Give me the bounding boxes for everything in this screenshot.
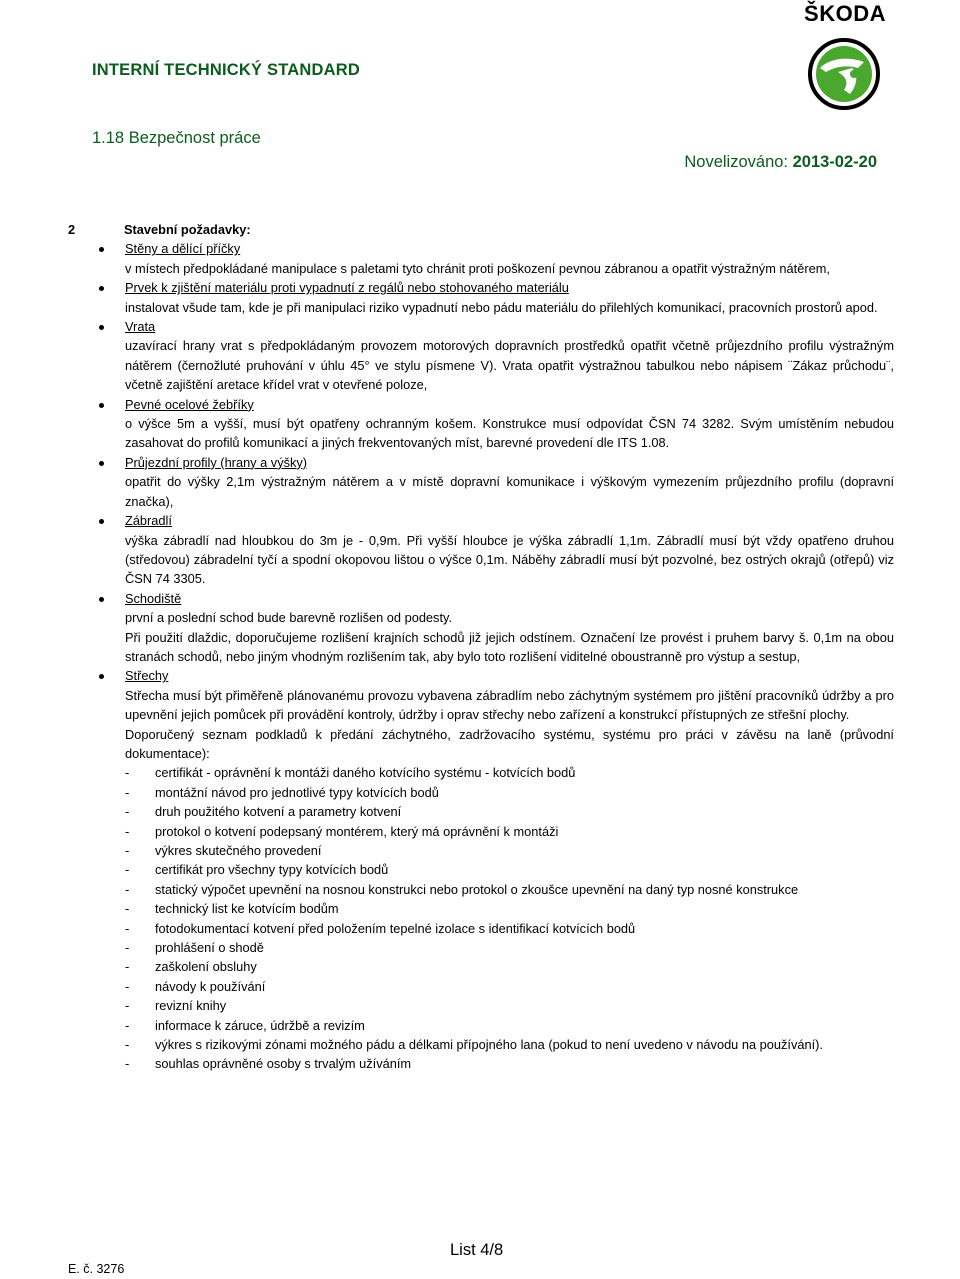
item-text: Střecha musí být přiměřeně plánovanému provozu vybavena zábradlím nebo záchytným systémem pro jištění pracovníků údržby a pro upevnění jejich pomůcek při provádění kontroly, údržby i oprav střechy nebo zařízení a konstrukcí přístupných ze střešní plochy.: [125, 687, 894, 723]
dash-item-text: výkres s rizikovými zónami možného pádu a délkami přípojného lana (pokud to není uvedeno v návodu na používání).: [155, 1037, 823, 1053]
dash-item-text: prohlášení o shodě: [155, 940, 264, 956]
item-title: Průjezdní profily (hrany a výšky): [125, 454, 308, 470]
item-text: opatřit do výšky 2,1m výstražným nátěrem a v místě dopravní komunikace i výškovým vymezením průjezdního profilu (dopravní značka),: [125, 474, 894, 509]
item-title: Střechy: [125, 668, 169, 684]
dash-list-item: - certifikát - oprávnění k montáži daného kotvícího systému - kotvících bodů: [125, 763, 894, 782]
document-type-title: INTERNÍ TECHNICKÝ STANDARD: [92, 61, 360, 79]
bullet-icon: [99, 247, 104, 252]
dash-item-text: technický list ke kotvícím bodům: [155, 901, 339, 917]
bullet-icon: [99, 286, 104, 291]
dash-list-item: - fotodokumentací kotvení před položením tepelné izolace s identifikací kotvících bodů: [125, 919, 894, 938]
dash-item-text: fotodokumentací kotvení před položením tepelné izolace s identifikací kotvících bodů: [155, 920, 636, 936]
list-item: [68, 317, 894, 395]
dash-item-text: certifikát pro všechny typy kotvících bodů: [155, 862, 389, 878]
bullet-icon: [99, 597, 104, 602]
list-item: [68, 453, 894, 511]
dash-list-item: - návody k používání: [125, 977, 894, 996]
list-item: [68, 666, 894, 1074]
brand-wordmark: ŠKODA: [804, 1, 886, 26]
dash-item-text: protokol o kotvení podepsaný montérem, který má oprávnění k montáži: [155, 823, 559, 839]
item-text: instalovat všude tam, kde je při manipulaci riziko vypadnutí nebo pádu materiálu do přilehlých komunikací, pracovních prostorů apod.: [125, 299, 878, 315]
dash-list-item: - druh použitého kotvení a parametry kotvení: [125, 802, 894, 821]
dash-item-text: informace k záruce, údržbě a revizím: [155, 1017, 365, 1033]
dash-list-item: - montážní návod pro jednotlivé typy kotvících bodů: [125, 783, 894, 802]
list-item: [68, 278, 894, 317]
dash-item-text: zaškolení obsluhy: [155, 959, 257, 975]
bullet-icon: [99, 325, 104, 330]
documents-list: [125, 763, 894, 1074]
dash-list-item: - zaškolení obsluhy: [125, 957, 894, 976]
item-text: v místech předpokládané manipulace s paletami tyto chránit proti poškození pevnou zábranou a opatřit výstražným nátěrem,: [125, 260, 830, 276]
page-number: List 4/8: [450, 1241, 504, 1259]
dash-list-item: - výkres skutečného provedení: [125, 841, 894, 860]
dash-item-text: montážní návod pro jednotlivé typy kotvících bodů: [155, 784, 439, 800]
dash-list-item: - revizní knihy: [125, 996, 894, 1015]
list-item: [68, 511, 894, 589]
item-title: Zábradlí: [125, 513, 172, 529]
section-heading: [68, 220, 894, 239]
item-title: Stěny a dělící příčky: [125, 241, 241, 257]
dash-list-item: - protokol o kotvení podepsaný montérem, který má oprávnění k montáži: [125, 822, 894, 841]
dash-list-item: - souhlas oprávněné osoby s trvalým užíváním: [125, 1054, 894, 1073]
list-item: [68, 395, 894, 453]
section-number: 2: [68, 222, 76, 237]
item-text-continued: Při použití dlaždic, doporučujeme rozlišení krajních schodů již jejich odstínem. Označení lze provést i pruhem barvy š. 0,1m na obou stranách schodů, nebo jiným vhodným rozlišením tak, aby bylo toto rozlišení viditelné oboustranně pro výstup a sestup,: [125, 629, 894, 664]
dash-item-text: souhlas oprávněné osoby s trvalým užíváním: [155, 1056, 412, 1072]
dash-item-text: statický výpočet upevnění na nosnou konstrukci nebo protokol o zkoušce upevnění na daný typ nosné konstrukce: [155, 881, 799, 897]
dash-list-item: - technický list ke kotvícím bodům: [125, 899, 894, 918]
item-text: první a poslední schod bude barevně rozlišen od podesty.: [125, 610, 453, 626]
item-title: Schodiště: [125, 590, 182, 606]
section-title: 1.18 Bezpečnost práce: [92, 129, 261, 147]
revised-date: 2013-02-20: [792, 153, 877, 171]
item-text: uzavírací hrany vrat s předpokládaným provozem motorových dopravních prostředků opatřit včetně průjezdního profilu výstražným nátěrem (černožluté pruhování v úhlu 45° ve stylu písmene V). Vrata opatřit výstražnou tabulkou nebo nápisem ¨Zákaz průchodu¨, včetně zajištění aretace křídel vrat v otevřené poloze,: [125, 338, 894, 393]
bullet-icon: [99, 519, 104, 524]
dash-list-item: - prohlášení o shodě: [125, 938, 894, 957]
item-title: Prvek k zjištění materiálu proti vypadnutí z regálů nebo stohovaného materiálu: [125, 280, 569, 296]
revision-date: [684, 153, 877, 172]
bullet-icon: [99, 461, 104, 466]
item-text-continued: Doporučený seznam podkladů k předání záchytného, zadržovacího systému, systému pro práci v závěsu na laně (průvodní dokumentace):: [125, 726, 894, 761]
dash-item-text: výkres skutečného provedení: [155, 843, 322, 858]
list-item: [68, 239, 894, 278]
dash-list-item: - statický výpočet upevnění na nosnou konstrukci nebo protokol o zkoušce upevnění na daný typ nosné konstrukce: [125, 880, 894, 899]
dash-list-item: - informace k záruce, údržbě a revizím: [125, 1016, 894, 1035]
item-title: Pevné ocelové žebříky: [125, 396, 254, 412]
dash-item-text: druh použitého kotvení a parametry kotvení: [155, 804, 402, 820]
section-heading-text: Stavební požadavky:: [124, 222, 251, 237]
list-item: [68, 589, 894, 667]
skoda-logo-icon: [808, 38, 880, 110]
dash-item-text: certifikát - oprávnění k montáži daného kotvícího systému - kotvících bodů: [155, 765, 576, 781]
revised-label: Novelizováno:: [684, 153, 788, 171]
item-text: o výšce 5m a vyšší, musí být opatřeny ochranným košem. Konstrukce musí odpovídat ČSN 74 3282. Svým umístěním nebudou zasahovat do profilů komunikací a jiných frekventovaných míst, barevné provedení dle ITS 1.08.: [125, 416, 894, 451]
document-body: [68, 220, 894, 1074]
bullet-icon: [99, 674, 104, 679]
document-number: E. č. 3276: [68, 1262, 125, 1276]
dash-item-text: návody k používání: [155, 978, 266, 994]
dash-item-text: revizní knihy: [155, 998, 227, 1014]
dash-list-item: - výkres s rizikovými zónami možného pádu a délkami přípojného lana (pokud to není uvedeno v návodu na používání).: [125, 1035, 894, 1054]
bullet-icon: [99, 403, 104, 408]
item-text: výška zábradlí nad hloubkou do 3m je - 0,9m. Při vyšší hloubce je výška zábradlí 1,1m. Zábradlí musí být vždy opatřeno druhou (středovou) zábradelní tyčí a spodní okopovou lištou o výšce 0,1m. Náběhy zábradlí musí být pozvolné, bez ostrých okrajů (otřepů) viz ČSN 74 3305.: [125, 532, 894, 587]
dash-list-item: - certifikát pro všechny typy kotvících bodů: [125, 860, 894, 879]
item-title: Vrata: [125, 319, 156, 335]
